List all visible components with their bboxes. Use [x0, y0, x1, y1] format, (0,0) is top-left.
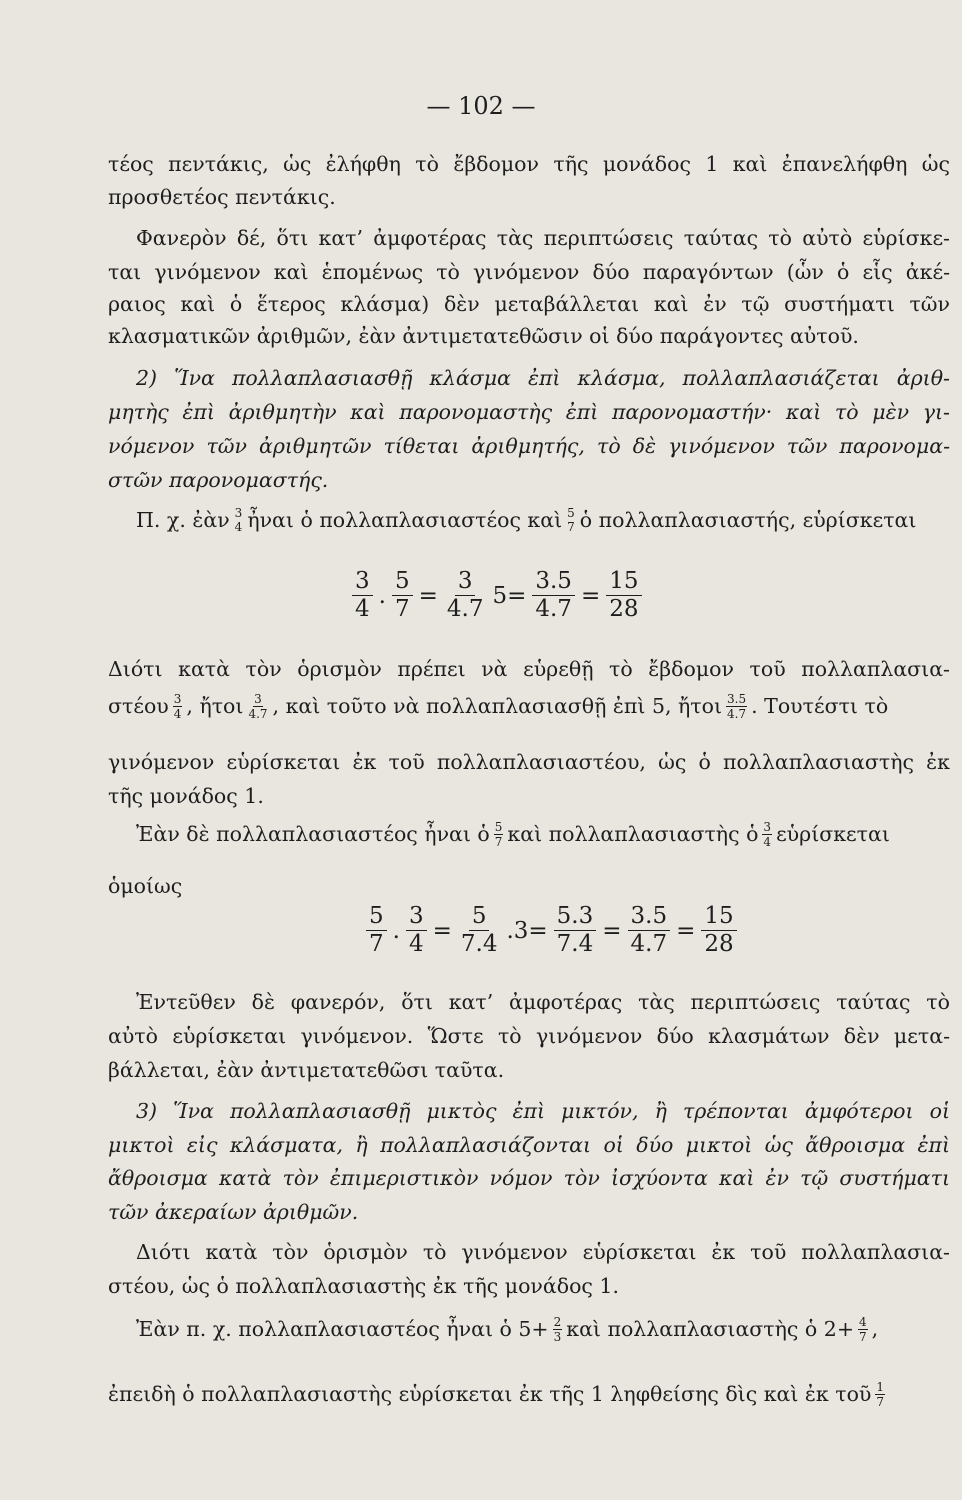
example-line [136, 506, 950, 534]
operator: . [392, 917, 400, 944]
fraction: $\frac{15}{28}$ [701, 905, 736, 956]
text-segment: ἐπειδὴ ὁ πολλαπλασιαστὴς εὑρίσκεται ἐκ τῆς 1 ληφθείσης δὶς καὶ ἐκ τοῦ [108, 1382, 872, 1406]
equation-2 [366, 905, 737, 956]
inline-fraction: 1 7 [876, 1379, 885, 1409]
text-segment: Ἐὰν δὲ πολλαπλασιαστέος ἦναι ὁ [136, 822, 490, 846]
text-line: μικτοὶ εἰς κλάσματα, ἢ πολλαπλασιάζονται οἱ δύο μικτοὶ ὡς ἄθροισμα ἐπὶ [108, 1133, 950, 1157]
inline-fraction: $\frac{4}{7}$ [859, 1314, 867, 1344]
operator: 5= [492, 582, 527, 609]
text-line: τῶν ἀκεραίων ἀριθμῶν. [108, 1200, 359, 1224]
text-line: προσθετέος πεντάκις. [108, 185, 336, 209]
inline-fraction: 3 4 [234, 506, 243, 534]
text-line: μητὴς ἐπὶ ἀριθμητὴν καὶ παρονομαστὴς ἐπὶ παρονομαστήν· καὶ τὸ μὲν γι- [108, 400, 950, 424]
operator: = [580, 582, 601, 609]
text-line: 2) Ἵνα πολλαπλασιασθῇ κλάσμα ἐπὶ κλάσμα, πολλαπλασιάζεται ἀριθ- [136, 366, 950, 390]
text-segment: καὶ πολλαπλασιαστὴς ὁ 2+ [566, 1317, 854, 1341]
operator: = [676, 917, 696, 944]
fraction: 3 4 [352, 570, 373, 621]
text-line: ραιος καὶ ὁ ἕτερος κλάσμα) δὲν μεταβάλλεται καὶ ἐν τῷ συστήματι τῶν [108, 292, 950, 316]
text-line: Διότι κατὰ τὸν ὁρισμὸν τὸ γινόμενον εὑρίσκεται ἐκ τοῦ πολλαπλασια- [136, 1240, 950, 1264]
fraction: $\frac{5.3}{7.4}$ [554, 905, 597, 956]
inline-fraction: 5 7 [567, 506, 575, 534]
text-segment: , [871, 1317, 879, 1341]
text-segment: ὁ πολλαπλασιαστής, εὑρίσκεται [579, 508, 917, 532]
text-line: γινόμενον εὑρίσκεται ἐκ τοῦ πολλαπλασιαστέου, ὡς ὁ πολλαπλασιαστὴς ἐκ [108, 750, 950, 774]
text-line-with-fractions [108, 1380, 950, 1408]
fraction: $\frac{3.5}{4.7}$ [532, 570, 575, 621]
inline-fraction: 3 4.7 [248, 691, 268, 721]
text-segment: Ἐὰν π. χ. πολλαπλασιαστέος ἦναι ὁ 5+ [136, 1317, 549, 1341]
fraction: $\frac{3}{4}$ [406, 905, 427, 956]
inline-fraction: $\frac{2}{3}$ [553, 1314, 562, 1344]
fraction: $\frac{5}{7.4}$ [460, 903, 498, 957]
operator: = [432, 917, 452, 944]
text-segment: , καὶ τοῦτο νὰ πολλαπλασιασθῇ ἐπὶ 5, ἤτοι [272, 694, 723, 718]
text-line: 3) Ἵνα πολλαπλασιασθῇ μικτὸς ἐπὶ μικτόν, ἢ τρέπονται ἀμφότεροι οἱ [136, 1099, 950, 1123]
fraction: 5 7 [366, 905, 387, 956]
text-line: τέος πεντάκις, ὡς ἐλήφθη τὸ ἔβδομον τῆς μονάδος 1 καὶ ἐπανελήφθη ὡς [108, 152, 950, 176]
text-segment: καὶ πολλαπλασιαστὴς ὁ [507, 822, 759, 846]
text-line: στῶν παρονομαστής. [108, 468, 329, 492]
operator: .3= [506, 917, 548, 944]
text-line: ἄθροισμα κατὰ τὸν ἐπιμεριστικὸν νόμον τὸν ἰσχύοντα καὶ ἐν τῷ συστήματι [108, 1166, 950, 1190]
text-line: αὐτὸ εὑρίσκεται γινόμενον. Ὥστε τὸ γινόμενον δύο κλασμάτων δὲν μετα- [108, 1024, 950, 1048]
inline-fraction: 3 4 [173, 691, 182, 721]
fraction: $\frac{3}{4.7}$ [446, 568, 484, 622]
text-line: κλασματικῶν ἀριθμῶν, ἐὰν ἀντιμετατεθῶσιν οἱ δύο παράγοντες αὐτοῦ. [108, 324, 859, 348]
equation-1 [352, 570, 642, 621]
text-line-with-fractions [108, 692, 950, 720]
text-line: βάλλεται, ἐὰν ἀντιμετατεθῶσι ταῦτα. [108, 1058, 505, 1082]
operator: = [418, 582, 438, 609]
page-number: — 102 — [426, 92, 536, 120]
fraction: $\frac{5}{7}$ [392, 570, 413, 621]
operator: . [378, 582, 386, 609]
text-line: τῆς μονάδος 1. [108, 784, 264, 808]
text-segment: εὑρίσκεται [776, 822, 890, 846]
text-line: στέου, ὡς ὁ πολλαπλασιαστὴς ἐκ τῆς μονάδος 1. [108, 1274, 619, 1298]
inline-fraction: 5 7 [494, 819, 503, 849]
fraction: $\frac{3.5}{4.7}$ [628, 905, 671, 956]
text-segment: Π. χ. ἐὰν [136, 508, 230, 532]
fraction: $\frac{15}{28}$ [606, 570, 641, 621]
text-line-with-fractions [136, 1315, 950, 1343]
text-line: ται γινόμενον καὶ ἑπομένως τὸ γινόμενον δύο παραγόντων (ὧν ὁ εἷς ἀκέ- [108, 260, 950, 284]
inline-fraction: 3.5 4.7 [727, 691, 747, 721]
operator: = [602, 917, 622, 944]
text-line: Ἐντεῦθεν δὲ φανερόν, ὅτι κατ’ ἀμφοτέρας τὰς περιπτώσεις ταύτας τὸ [136, 990, 950, 1014]
inline-fraction: 3 4 [763, 819, 772, 849]
text-segment: στέου [108, 694, 169, 718]
text-line: Διότι κατὰ τὸν ὁρισμὸν πρέπει νὰ εὑρεθῇ τὸ ἔβδομον τοῦ πολλαπλασια- [108, 657, 950, 681]
text-line: Φανερὸν δέ, ὅτι κατ’ ἀμφοτέρας τὰς περιπτώσεις ταύτας τὸ αὐτὸ εὑρίσκε- [136, 226, 950, 250]
text-line: νόμενον τῶν ἀριθμητῶν τίθεται ἀριθμητής, τὸ δὲ γινόμενον τῶν παρονομα- [108, 434, 950, 458]
text-segment: . Τουτέστι τὸ [751, 694, 889, 718]
text-line-with-fractions [136, 820, 950, 848]
text-segment: , ἤτοι [186, 694, 244, 718]
text-segment: ἦναι ὁ πολλαπλασιαστέος καὶ [247, 508, 563, 532]
text-line: ὁμοίως [108, 874, 183, 898]
